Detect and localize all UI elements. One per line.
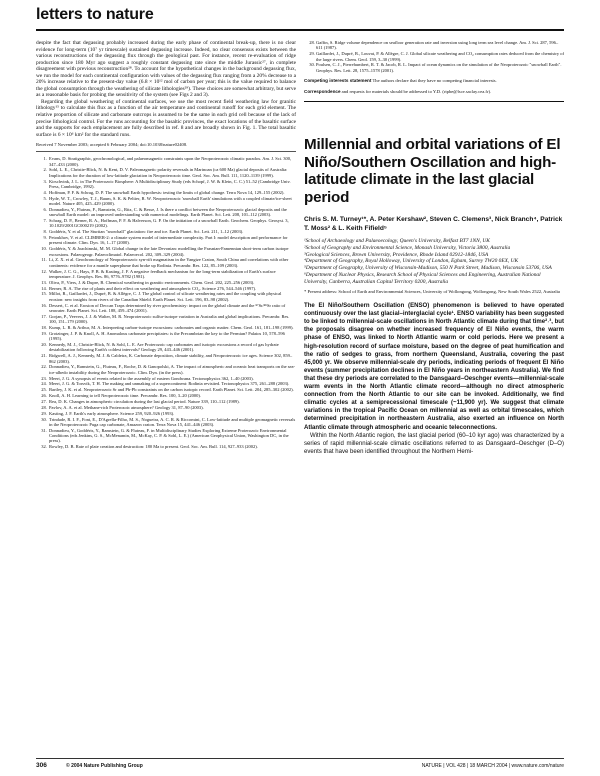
reference-item: 28. Gaffin, S. Ridge volume dependence on seafloor generation rate and inversion using long term sea level change. Am. J. Sci. 287, 596–611 (1987). <box>316 40 564 51</box>
reference-list <box>36 156 296 449</box>
reference-item: 3. Kirschvink, J. L. in The Proterozoic Biosphere: A Multidisciplinary Study (eds Schopf, J. W. & Klein, C. C.) 51–52 (Cambridge Univ. Press, Cambridge, 1992). <box>48 179 296 190</box>
left-column <box>36 40 296 450</box>
reference-item: 23. Meert, J. G. A synopsis of events related to the assembly of eastern Gondwana. Tectonophysics 362, 1–40 (2003). <box>48 376 296 381</box>
reference-item: 12. Walker, J. C. G., Hays, P. B. & Kasting, J. F. A negative feedback mechanism for the long-term stabilization of Earth's surface temperature. J. Geophys. Res. 86, 9776–9782 (1981). <box>48 269 296 280</box>
reference-item: 18. Kump, L. R. & Arthur, M. A. Interpreting carbon-isotope excursions: carbonates and organic matter. Chem. Geol. 161, 181–198 (1999). <box>48 325 296 330</box>
reference-item: 8. Goddéris, Y. et al. The Sturtian "snowball" glaciation: fire and ice. Earth Planet. Sci. Lett. 211, 1–12 (2003). <box>48 229 296 234</box>
competing-interests-label: Competing interests statement <box>304 78 372 84</box>
right-column <box>304 40 564 456</box>
left-body-text <box>36 40 296 138</box>
reference-item: 17. Gorjan, P., Veevers, J. J. & Walter, M. R. Neoproterozoic sulfur-isotope variation in Australia and global implications. Precambr. Res. 100, 151–179 (2000). <box>48 314 296 325</box>
reference-item: 15. Millot, R., Gaillardet, J., Dupré, B. & Allègre, C. J. The global control of silicate weathering rates and the coupling with physical erosion: new insights from rivers of the Canadian Shield. Earth Planet. Sci. Lett. 196, 83–98 (2002). <box>48 291 296 302</box>
header-rule <box>36 29 564 31</box>
reference-item: 16. Dessert, C. et al. Erosion of Deccan Traps determined by river geochemistry: impact on the global climate and the ⁸⁷Sr/⁸⁶Sr ratio of seawater. Earth Planet. Sci. Lett. 188, 459–474 (2001). <box>48 303 296 314</box>
correspondence <box>304 89 564 95</box>
body-paragraph: despite the fact that degassing probably increased during the early phase of continental break-up, there is no clear evidence for long-term (10⁷ yr timescale) sustained degassing increase. Indeed, no clear consensus exists between the various reconstructions of the degassing flux through the geological past. For instance, recent re-evaluation of ridge production since 180 Myr ago suggest a roughly constant degassing rate since the middle Jurassic²⁷, in complete disagreement with previous reconstruction²⁸. To account for the hypothetical changes in the background degassing flux, we run the model for each continental configuration with values of the degassing flux ranging from a 20% decrease to a 20% increase relative to the present-day value (6.8 × 10¹² mol of carbon per year; this is the value required to balance the global consumption through the weathering of silicate lithologies²⁹). These choices are somewhat arbitrary, but serve as a reasonable basis for probing the sensitivity of the system (see Figs 2 and 3). <box>36 40 296 99</box>
reference-item: 14. Berner, R. A. The rise of plants and their effect on weathering and atmospheric CO₂. Science 276, 544–546 (1997). <box>48 286 296 291</box>
reference-item: 28. Pavlov, A. A. et al. Methane-rich Proterozoic atmosphere? Geology 31, 87–90 (2003). <box>48 405 296 410</box>
competing-interests-text: The authors declare that they have no competing financial interests. <box>372 78 497 84</box>
reference-item: 25. Bartley, J. K. et al. Neoproterozoic Sr and Pb-Pb constraints on the carbon isotopic record. Earth Planet. Sci. Lett. 204, 285–302 (2002). <box>48 387 296 392</box>
reference-item: 9. Petoukhov, V. et al. CLIMBER-2: a climate system model of intermediate complexity. Part I: model description and performance for present climate. Clim. Dyn. 16, 1–17 (2000). <box>48 235 296 246</box>
reference-item: 31. Donnadieu, Y., Goddéris, Y., Ramstein, G. & Fluteau, F. in Multidisciplinary Studies Exploring Extreme Proterozoic Environmental Conditions (eds Jenkins, G. S., McMenamin, M., McKay, C. P. & Sohl, L. E.) (American Geophysical Union, Washington DC, in the press). <box>48 428 296 444</box>
page-number: 306 <box>36 762 47 769</box>
reference-item: 21. Ridgwell, A. J., Kennedy, M. J. & Caldeira, K. Carbonate deposition, climate stability, and Neoproterozoic ice ages. Science 302, 859–862 (2003). <box>48 353 296 364</box>
reference-item: 22. Donnadieu, Y., Ramstein, G., Fluteau, F., Roche, D. & Ganopolski, A. The impact of atmospheric and oceanic heat transports on the sea-ice-albedo instability during the Neoproterozoic. Clim. Dyn. (in the press). <box>48 364 296 375</box>
affiliation-item: ⁵Department of Geography, University of Wisconsin-Madison, 550 N Park Street, Madison, Wisconsin 53706, USA <box>304 265 552 272</box>
reference-item: 30. Poulsen, C. J., Pierrehumbert, R. T. & Jacob, R. L. Impact of ocean dynamics on the simulation of the Neoproterozoic "snowball Earth". Geophys. Res. Lett. 28, 1575–1578 (2001). <box>316 62 564 73</box>
received-dates: Received 7 November 2003; accepted 6 February 2004; doi:10.1038/nature02408. <box>36 142 296 152</box>
reference-item: 2. Sohl, L. E., Christie-Blick, N. & Kent, D. V. Paleomagnetic polarity reversals in Marinoan (ca 600 Ma) glacial deposits of Australia: Implications for the duration of low-latitude glaciation in Neoproterozoic time. Geol. Soc. Am. Bull. 111, 1120–1139 (1999). <box>48 167 296 178</box>
reference-item: 10. Goddéris, Y. & Joachimski, M. M. Global change in the late Devonian: modelling the Frasnian-Famennian short-term carbon isotope excursions. Palaeogeogr. Palaeoclimatol. Palaeoecol. 202, 309–329 (2004). <box>48 246 296 257</box>
reference-item: 7. Schrag, D. P., Berner, R. A., Hoffman, P. F. & Halverson, G. P. On the initiation of a snowball Earth. Geochem. Geophys. Geosyst. 3, 10.1029/2001GC000219 (2002). <box>48 218 296 229</box>
journal-section-header: letters to nature <box>36 6 154 23</box>
affiliation-item: ⁶Department of Nuclear Physics, Research School of Physical Sciences and Engineering, Australian National University, Canberra, Australian Capital Territory 0200, Australia <box>304 271 541 285</box>
affiliation-item: ⁴Department of Geography, Royal Holloway, University of London, Egham, Surrey TW20 0EX, UK <box>304 258 519 265</box>
article-abstract: The El Niño/Southern Oscillation (ENSO) phenomenon is believed to have operated continuously over the last glacial–interglacial cycle¹. ENSO variability has been suggested to be linked to millennial-scale oscillations in North Atlantic climate during that time²˒³, but the proposals disagree on whether increased frequency of El Niño events, the warm phase of ENSO, was linked to North Atlantic warm or cold periods. Here we present a high-resolution record of surface moisture, based on the degree of peat humification and the ratio of sedges to grass, from northern Queensland, Australia, covering the past 45,000 yr. We observe millennial-scale dry periods, indicating periods of frequent El Niño events (summer precipitation declines in El Niño years in northeastern Australia). We find that these dry periods are correlated to the Dansgaard–Oeschger events—millennial-scale warm events in the North Atlantic climate record—although no direct atmospheric connection from the North Atlantic to our site can be invoked. Additionally, we find climatic cycles at a semiprecessional timescale (~11,900 yr). We suggest that climate variations in the tropical Pacific Ocean on millennial as well as orbital timescales, which determined precipitation in northeastern Australia, also exerted an influence on North Atlantic climate through atmospheric and oceanic teleconnections. <box>304 303 564 431</box>
affiliation-list <box>304 238 564 285</box>
reference-item: 1. Evans, D. Stratigraphic, geochronological, and palaeomagnetic constraints upon the Neoproterozoic climatic paradox. Am. J. Sci. 300, 347–433 (2000). <box>48 156 296 167</box>
reference-item: 19. Grotzinger, J. P. & Knoll, A. H. Anomalous carbonate precipitates: is the Precambrian the key to the Permian? Palaios 10, 578–596 (1995). <box>48 331 296 342</box>
reference-item: 24. Meert, J. G. & Torsvik, T. H. The making and unmaking of a supercontinent: Rodinia revisited. Tectonophysics 375, 261–288 (2003). <box>48 381 296 386</box>
reference-item: 13. Oliva, P., Viers, J. & Dupre, B. Chemical weathering in granitic environments. Chem. Geol. 202, 225–256 (2003). <box>48 280 296 285</box>
body-paragraph: Regarding the global weathering of continental surfaces, we use the most recent field weathering law for granitic lithology¹⁵ to calculate this flux as a function of the air temperature and continental runoff for each grid element. The relative proportion of silicate and carbonate outcrops is assumed to be the same in each grid cell because of the lack of precise lithological control. For the runs accounting for the basaltic provinces, the exact locations of the basaltic surface and the supports for each emplacement are fully described in ref. 8 and are broadly shown in Fig. 1. The total basaltic surface is 6 × 10⁶ km² for the standard runs. <box>36 98 296 138</box>
reference-item: 6. Donnadieu, Y., Fluteau, F., Ramstein, G., Ritz, C. & Besse, J. Is there a conflict between the Neoproterozoic glacial deposits and the snowball Earth model: an improved understanding with numerical modelings. Earth Planet. Sci. Lett. 208, 101–112 (2003). <box>48 207 296 218</box>
affiliation-item: ³Geological Sciences, Brown University, Providence, Rhode Island 02912-1846, USA <box>304 251 489 258</box>
present-address: * Present address: School of Earth and Environmental Sciences, University of Wollongong, Wollongong, New South Wales 2522, Australia <box>304 289 560 295</box>
competing-interests <box>304 78 564 84</box>
reference-list-continued <box>304 40 564 73</box>
reference-item: 4. Hoffman, P. F. & Schrag, D. P. The snowball Earth hypothesis: testing the limits of global change. Terra Nova 14, 129–155 (2002). <box>48 190 296 195</box>
reference-item: 29. Kasting, J. F. Earth's early atmosphere. Science 259, 920–926 (1993). <box>48 411 296 416</box>
correspondence-text: and requests for materials should be addressed to Y.D. (ripbe@lsce.saclay.cea.fr). <box>341 89 492 95</box>
reference-item: 32. Rowley, D. B. Rate of plate creation and destruction: 180 Ma to present. Geol. Soc. Am. Bull. 114, 927–933 (2002). <box>48 444 296 449</box>
page-footer <box>36 758 564 769</box>
journal-citation: NATURE | VOL 428 | 18 MARCH 2004 | www.nature.com/nature <box>421 762 564 769</box>
reference-item: 20. Kennedy, M. J., Christie-Blick, N. & Sohl, L. E. Are Proterozoic cap carbonates and isotopic excursions a record of gas hydrate destabilization following Earth's coldest intervals? Geology 29, 443–446 (2001). <box>48 342 296 353</box>
section-divider <box>304 101 564 102</box>
reference-item: 11. Li, Z. X. et al. Geochronology of Neoproterozoic syn-rift magmatism in the Yangtze Craton, South China and correlations with other continents: evidence for a mantle superplume that broke up Rodinia. Precambr. Res. 122, 85–109 (2003). <box>48 257 296 268</box>
reference-item: 29. Gaillardet, J., Dupré, B., Louvat, P. & Allègre, C. J. Global silicate weathering and CO₂ consumption rates deduced from the chemistry of the large rivers. Chem. Geol. 159, 3–30 (1999). <box>316 51 564 62</box>
article-title: Millennial and orbital variations of El Niño/Southern Oscillation and high-latitude climate in the last glacial period <box>304 136 561 206</box>
reference-item: 26. Knoll, A. H. Learning to tell Neoproterozoic time. Precambr. Res. 100, 3–20 (2000). <box>48 393 296 398</box>
reference-item: 5. Hyde, W. T., Crowley, T. J., Baum, S. K. & Peltier, R. W. Neoproterozoic 'snowball Earth' simulations with a coupled climate/ice-sheet model. Nature 405, 425–429 (2000). <box>48 196 296 207</box>
reference-item: 27. Rea, D. K. Changes in atmospheric circulation during the last glacial period. Nature 339, 110–112 (1989). <box>48 399 296 404</box>
correspondence-label: Correspondence <box>304 89 341 95</box>
affiliation-item: ¹School of Archaeology and Palaeoecology, Queen's University, Belfast BT7 1NN, UK <box>304 238 490 245</box>
reference-item: 30. Trindade, R. I. F., Font, E., D'Agrella-Filho, M. S., Nogueira, A. C. R. & Riccomini, C. Low-latitude and multiple geomagnetic reversals in the Neoproterozoic Puga cap carbonate, Amazon craton. Terra Nova 15, 441–446 (2003). <box>48 417 296 428</box>
article-body-start: Within the North Atlantic region, the last glacial period (60–10 kyr ago) was characterized by a series of rapid millennial-scale climatic oscillations referred to as Dansgaard–Oeschger (D–O) events that have been identified throughout the Northern Hemi- <box>304 432 564 455</box>
author-list: Chris S. M. Turney¹*, A. Peter Kershaw², Steven C. Clemens³, Nick Branch⁴, Patrick T. Moss² & L. Keith Fifield⁵ <box>304 216 563 232</box>
affiliation-item: ²School of Geography and Environmental Science, Monash University, Victoria 3800, Australia <box>304 244 511 251</box>
publisher-copyright: © 2004 Nature Publishing Group <box>66 762 143 769</box>
